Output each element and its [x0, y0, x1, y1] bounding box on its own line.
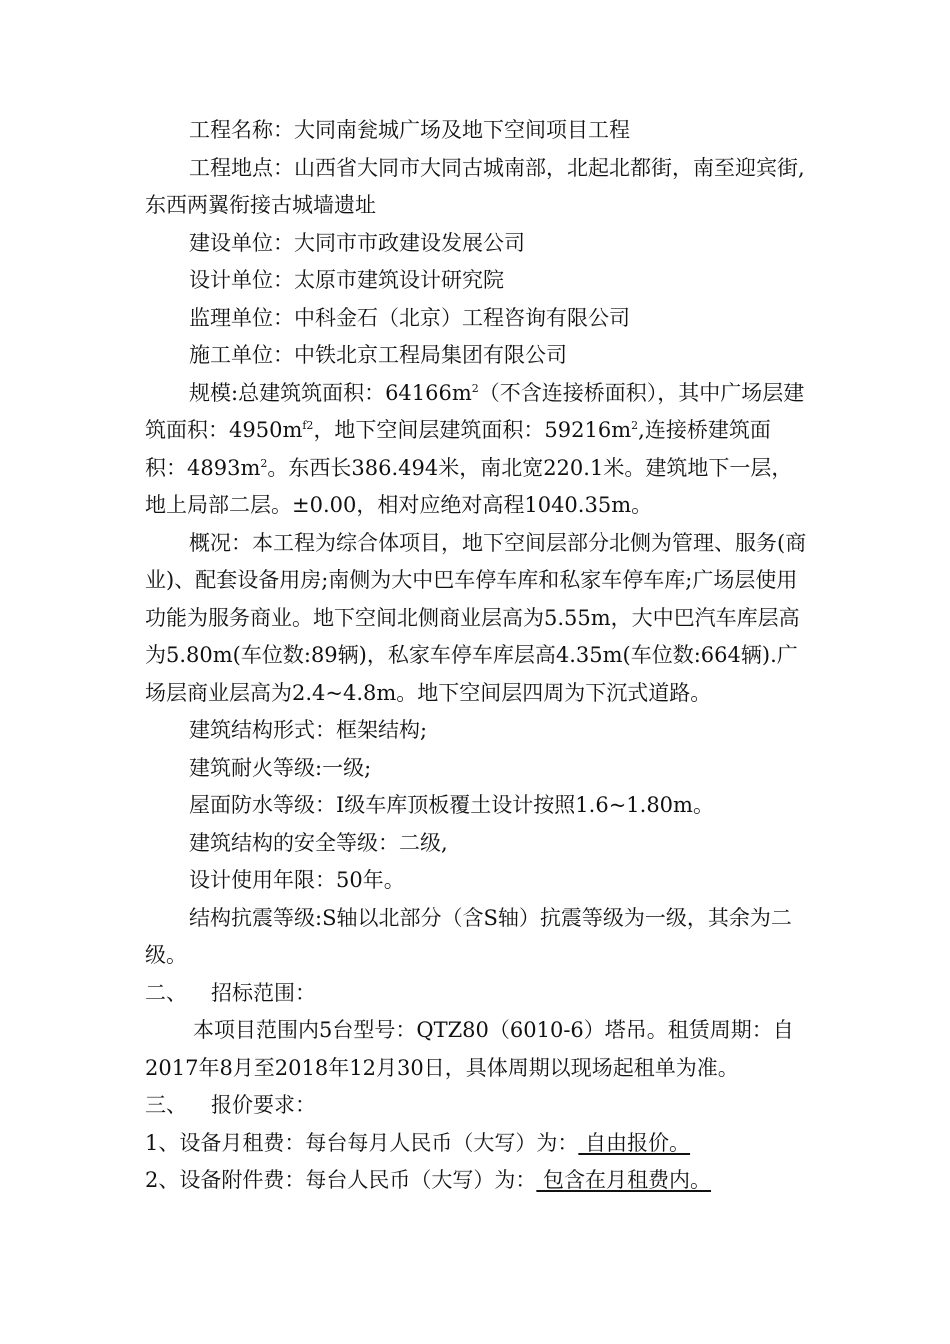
- quote-item-accessory-fee: [145, 1162, 810, 1200]
- scale-sup-2: f2: [302, 419, 314, 432]
- builder-unit: 建设单位：大同市市政建设发展公司: [189, 230, 525, 255]
- seismic-level: 结构抗震等级:S轴以北部分（含S轴）抗震等级为一级，其余为二级。: [145, 905, 792, 967]
- design-unit: 设计单位：太原市建筑设计研究院: [189, 268, 504, 292]
- quote-item-monthly-rent: [145, 1125, 810, 1163]
- scale-sup-4: 2: [260, 456, 268, 470]
- scale-text-5: 。东西长386.494米，南北宽220.1米。建筑地下一层，地上局部二层。±0.00，相对应绝对高程1040.35m。: [145, 455, 793, 517]
- design-life: 设计使用年限：50年。: [189, 868, 405, 892]
- scale-text-3: ，地下空间层建筑面积：59216m: [313, 418, 632, 442]
- roof-waterproof: 屋面防水等级：Ⅰ级车库顶板覆土设计按照1.6~1.80m。: [189, 793, 714, 817]
- project-scale: [145, 375, 810, 525]
- section-title: 招标范围：: [211, 980, 316, 1005]
- scale-sup-1: 2: [471, 381, 479, 395]
- scale-text-2: （不含连接桥面积），其中广场层建筑面积：4950m: [145, 380, 805, 442]
- project-location: 工程地点：山西省大同市大同古城南部，北起北都街，南至迎宾街,东西两翼衔接古城墙遗址: [145, 155, 805, 217]
- section-title: 报价要求：: [211, 1093, 316, 1117]
- item-value: 自由报价。: [578, 1130, 691, 1155]
- structure-form: 建筑结构形式：框架结构;: [189, 718, 428, 742]
- section-number: 三、: [145, 1093, 187, 1117]
- scale-text-4: ,连接桥建筑面积：4893m: [145, 418, 771, 480]
- project-overview: 概况：本工程为综合体项目，地下空间层部分北侧为管理、服务(商业)、配套设备用房;南侧为大中巴车停车库和私家车停车库;广场层使用功能为服务商业。地下空间北侧商业层高为5.55m，大中巴汽车库层高为5.80m(车位数:89辆)，私家车停车库层高4.35m(车位数:664辆).广场层商业层高为2.4~4.8m。地下空间层四周为下沉式道路。: [145, 530, 807, 705]
- supervision-unit: 监理单位：中科金石（北京）工程咨询有限公司: [189, 305, 630, 330]
- section-heading-scope: [145, 975, 810, 1013]
- item-label: 2、设备附件费：每台人民币（大写）为：: [145, 1168, 537, 1192]
- project-name: 工程名称：大同南瓮城广场及地下空间项目工程: [189, 118, 630, 142]
- item-label: 1、设备月租费：每台每月人民币（大写）为：: [145, 1130, 579, 1155]
- construction-unit: 施工单位：中铁北京工程局集团有限公司: [189, 343, 567, 367]
- scope-text: 本项目范围内5台型号：QTZ80（6010-6）塔吊。租赁周期：自2017年8月至2018年12月30日，具体周期以现场起租单为准。: [145, 1018, 794, 1080]
- section-heading-quote: [145, 1087, 810, 1125]
- scale-sup-3: 2: [631, 419, 639, 432]
- fire-rating: 建筑耐火等级:一级;: [189, 755, 372, 780]
- section-number: 二、: [145, 980, 187, 1005]
- safety-level: 建筑结构的安全等级：二级,: [189, 830, 448, 855]
- document-body: [145, 112, 810, 1200]
- item-value: 包含在月租费内。: [536, 1168, 712, 1192]
- scale-text-1: 规模:总建筑筑面积：64166m: [189, 380, 472, 405]
